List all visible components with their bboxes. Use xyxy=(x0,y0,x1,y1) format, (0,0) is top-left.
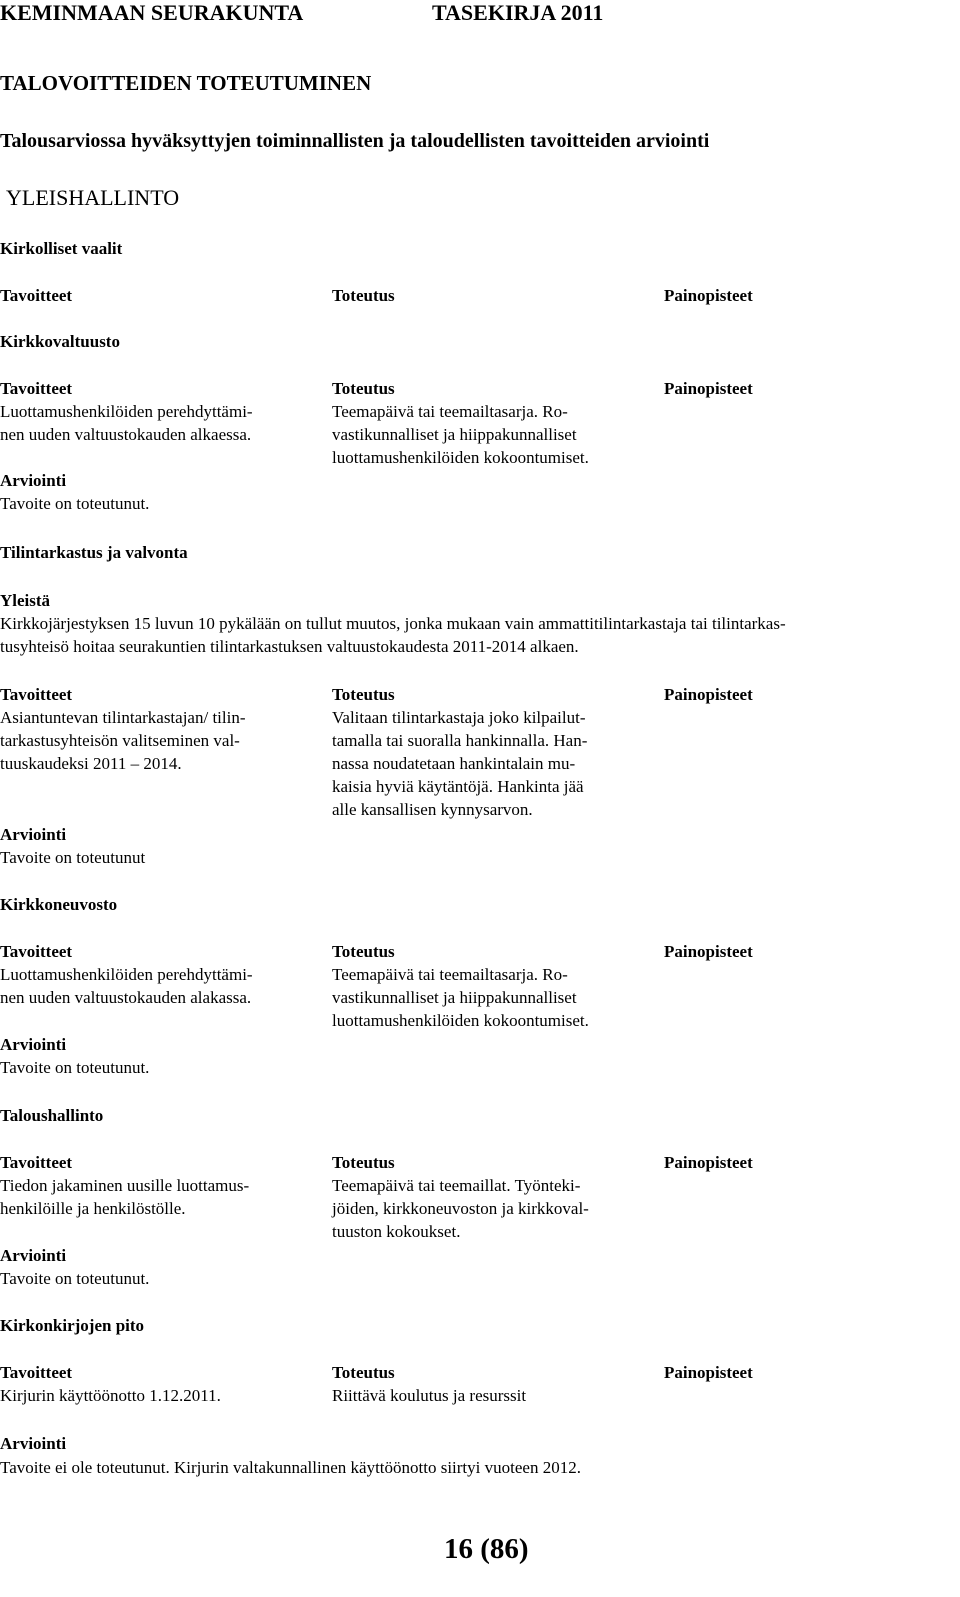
taloushallinto-col-focus: Painopisteet xyxy=(664,1153,753,1172)
tilintarkastus-col-focus: Painopisteet xyxy=(664,685,753,704)
page-number: 16 (86) xyxy=(444,1533,529,1565)
tilintarkastus-heading: Tilintarkastus ja valvonta xyxy=(0,543,188,562)
kirkkoneuvosto-col-focus: Painopisteet xyxy=(664,942,753,961)
tilintarkastus-general-label: Yleistä xyxy=(0,591,51,610)
tilintarkastus-col-goals: Tavoitteet xyxy=(0,685,73,704)
kirkonkirjat-goal-line: Kirjurin käyttöönotto 1.12.2011. xyxy=(0,1386,221,1405)
kirkonkirjat-col-implementation: Toteutus xyxy=(332,1363,395,1382)
page-title: TALOVOITTEIDEN TOTEUTUMINEN xyxy=(0,71,372,95)
tilintarkastus-impl-line: alle kansallisen kynnysarvon. xyxy=(332,800,533,819)
tilintarkastus-goal-line: Asiantuntevan tilintarkastajan/ tilin- xyxy=(0,708,246,727)
vaalit-col-goals: Tavoitteet xyxy=(0,286,73,305)
kirkonkirjat-evaluation-label: Arviointi xyxy=(0,1434,67,1453)
kirkonkirjat-heading: Kirkonkirjojen pito xyxy=(0,1316,145,1335)
tilintarkastus-impl-line: nassa noudatetaan hankintalain mu- xyxy=(332,754,576,773)
taloushallinto-goal-line: henkilöille ja henkilöstölle. xyxy=(0,1199,186,1218)
kirkkoneuvosto-col-goals: Tavoitteet xyxy=(0,942,73,961)
header-document-title: TASEKIRJA 2011 xyxy=(432,0,604,25)
taloushallinto-impl-line: jöiden, kirkkoneuvoston ja kirkkoval- xyxy=(332,1199,589,1218)
kirkkovaltuusto-impl-line: luottamushenkilöiden kokoontumiset. xyxy=(332,448,589,467)
taloushallinto-evaluation-label: Arviointi xyxy=(0,1246,67,1265)
kirkkoneuvosto-goal-line: nen uuden valtuustokauden alakassa. xyxy=(0,988,252,1007)
kirkkoneuvosto-col-implementation: Toteutus xyxy=(332,942,395,961)
tilintarkastus-evaluation-label: Arviointi xyxy=(0,825,67,844)
tilintarkastus-general-line: tusyhteisö hoitaa seurakuntien tilintarkastuksen valtuustokaudesta 2011-2014 alkaen. xyxy=(0,637,579,656)
kirkkovaltuusto-heading: Kirkkovaltuusto xyxy=(0,332,120,351)
kirkonkirjat-col-goals: Tavoitteet xyxy=(0,1363,73,1382)
kirkkovaltuusto-impl-line: Teemapäivä tai teemailtasarja. Ro- xyxy=(332,402,568,421)
kirkkoneuvosto-impl-line: luottamushenkilöiden kokoontumiset. xyxy=(332,1011,589,1030)
kirkkoneuvosto-goal-line: Luottamushenkilöiden perehdyttämi- xyxy=(0,965,253,984)
kirkonkirjat-impl-line: Riittävä koulutus ja resurssit xyxy=(332,1386,527,1405)
kirkkoneuvosto-evaluation-label: Arviointi xyxy=(0,1035,67,1054)
kirkkoneuvosto-impl-line: vastikunnalliset ja hiippakunnalliset xyxy=(332,988,577,1007)
kirkkovaltuusto-evaluation-label: Arviointi xyxy=(0,471,67,490)
kirkkovaltuusto-col-goals: Tavoitteet xyxy=(0,379,73,398)
tilintarkastus-impl-line: kaisia hyviä käytäntöjä. Hankinta jää xyxy=(332,777,584,796)
taloushallinto-col-goals: Tavoitteet xyxy=(0,1153,73,1172)
kirkkoneuvosto-heading: Kirkkoneuvosto xyxy=(0,895,118,914)
tilintarkastus-general-line: Kirkkojärjestyksen 15 luvun 10 pykälään on tullut muutos, jonka mukaan vain ammattitilintarkastaja tai tilintarkas- xyxy=(0,614,786,633)
page-subtitle: Talousarviossa hyväksyttyjen toiminnallisten ja taloudellisten tavoitteiden arviointi xyxy=(0,130,710,152)
kirkkoneuvosto-evaluation: Tavoite on toteutunut. xyxy=(0,1058,150,1077)
tilintarkastus-goal-line: tuuskaudeksi 2011 – 2014. xyxy=(0,754,182,773)
tilintarkastus-goal-line: tarkastusyhteisön valitseminen val- xyxy=(0,731,240,750)
tilintarkastus-col-implementation: Toteutus xyxy=(332,685,395,704)
kirkkoneuvosto-impl-line: Teemapäivä tai teemailtasarja. Ro- xyxy=(332,965,568,984)
taloushallinto-col-implementation: Toteutus xyxy=(332,1153,395,1172)
kirkkovaltuusto-impl-line: vastikunnalliset ja hiippakunnalliset xyxy=(332,425,577,444)
kirkkovaltuusto-goal-line: nen uuden valtuustokauden alkaessa. xyxy=(0,425,252,444)
kirkonkirjat-col-focus: Painopisteet xyxy=(664,1363,753,1382)
kirkkovaltuusto-evaluation: Tavoite on toteutunut. xyxy=(0,494,150,513)
taloushallinto-impl-line: tuuston kokoukset. xyxy=(332,1222,461,1241)
taloushallinto-goal-line: Tiedon jakaminen uusille luottamus- xyxy=(0,1176,250,1195)
vaalit-col-implementation: Toteutus xyxy=(332,286,395,305)
tilintarkastus-impl-line: Valitaan tilintarkastaja joko kilpailut- xyxy=(332,708,586,727)
taloushallinto-heading: Taloushallinto xyxy=(0,1106,104,1125)
taloushallinto-impl-line: Teemapäivä tai teemaillat. Työnteki- xyxy=(332,1176,581,1195)
header-organization: KEMINMAAN SEURAKUNTA xyxy=(0,0,304,25)
tilintarkastus-evaluation: Tavoite on toteutunut xyxy=(0,848,146,867)
kirkkovaltuusto-goal-line: Luottamushenkilöiden perehdyttämi- xyxy=(0,402,253,421)
taloushallinto-evaluation: Tavoite on toteutunut. xyxy=(0,1269,150,1288)
kirkonkirjat-evaluation: Tavoite ei ole toteutunut. Kirjurin valtakunnallinen käyttöönotto siirtyi vuoteen 2012. xyxy=(0,1458,581,1477)
section-title: YLEISHALLINTO xyxy=(6,185,180,210)
tilintarkastus-impl-line: tamalla tai suoralla hankinnalla. Han- xyxy=(332,731,588,750)
kirkkovaltuusto-col-implementation: Toteutus xyxy=(332,379,395,398)
kirkkovaltuusto-col-focus: Painopisteet xyxy=(664,379,753,398)
vaalit-heading: Kirkolliset vaalit xyxy=(0,239,123,258)
vaalit-col-focus: Painopisteet xyxy=(664,286,753,305)
